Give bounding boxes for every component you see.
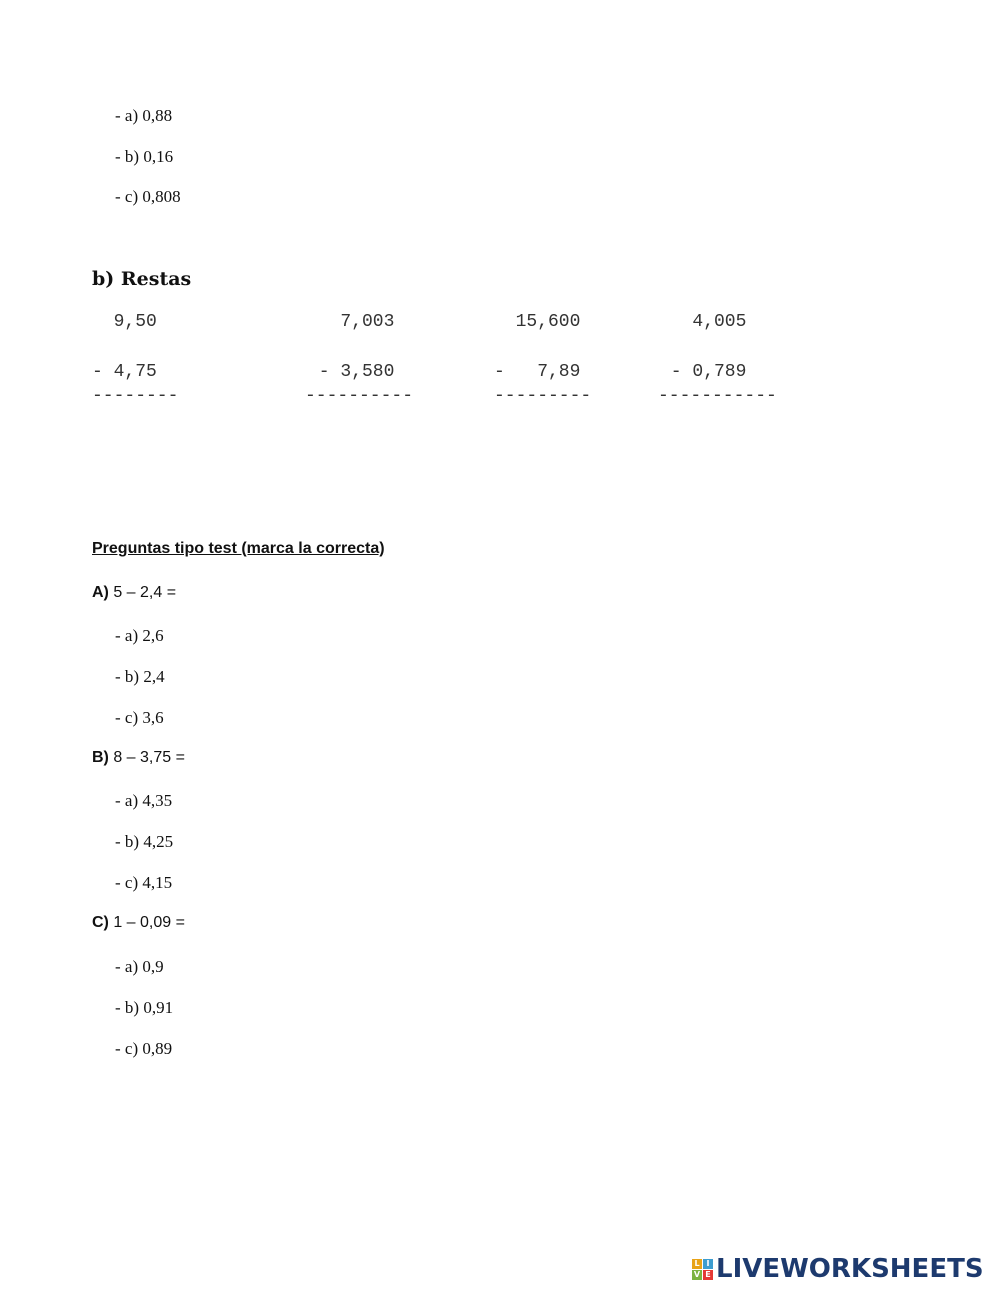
question-a-option-b[interactable]: - b) 2,4 [115, 667, 165, 686]
subtraction-4-bottom: - 0,789 [660, 362, 747, 382]
subtraction-3-bottom: - 7,89 [494, 362, 581, 382]
question-c-option-c[interactable]: - c) 0,89 [115, 1039, 173, 1058]
subtraction-1-bottom: - 4,75 [92, 362, 157, 382]
option-top-c[interactable]: - c) 0,808 [115, 187, 181, 206]
logo-icon-i: I [703, 1259, 713, 1269]
liveworksheets-logo-text: LIVEWORKSHEETS [716, 1254, 984, 1284]
question-c-expression: 1 – 0,09 = [108, 914, 185, 931]
option-top-a[interactable]: - a) 0,88 [115, 106, 173, 125]
logo-icon-l: L [692, 1259, 702, 1269]
test-title: Preguntas tipo test (marca la correcta) [92, 540, 385, 557]
section-heading-restas: b) Restas [92, 268, 192, 290]
subtraction-2-top: 7,003 [308, 312, 395, 332]
subtraction-3-line: --------- [494, 386, 592, 406]
logo-icon-e: E [703, 1270, 713, 1280]
question-a-option-a[interactable]: - a) 2,6 [115, 626, 164, 645]
question-a-label: A) [92, 584, 109, 601]
question-b [92, 749, 185, 767]
subtraction-1-line: -------- [92, 386, 179, 406]
question-b-option-a[interactable]: - a) 4,35 [115, 791, 173, 810]
question-b-option-c[interactable]: - c) 4,15 [115, 873, 173, 892]
liveworksheets-logo-icon [692, 1259, 713, 1280]
question-a [92, 584, 176, 602]
subtraction-4-top: 4,005 [660, 312, 747, 332]
option-top-b[interactable]: - b) 0,16 [115, 147, 174, 166]
subtraction-3-top: 15,600 [494, 312, 581, 332]
subtraction-2-bottom: - 3,580 [308, 362, 395, 382]
question-c [92, 914, 185, 932]
subtraction-4-line: ----------- [658, 386, 777, 406]
question-c-label: C) [92, 914, 109, 931]
question-b-label: B) [92, 749, 109, 766]
question-c-option-b[interactable]: - b) 0,91 [115, 998, 174, 1017]
question-a-expression: 5 – 2,4 = [108, 584, 177, 601]
liveworksheets-logo [692, 1254, 984, 1284]
question-c-option-a[interactable]: - a) 0,9 [115, 957, 164, 976]
subtraction-1-top: 9,50 [92, 312, 157, 332]
question-b-option-b[interactable]: - b) 4,25 [115, 832, 174, 851]
logo-icon-v: V [693, 1269, 701, 1279]
question-b-expression: 8 – 3,75 = [108, 749, 185, 766]
question-a-option-c[interactable]: - c) 3,6 [115, 708, 164, 727]
subtraction-2-line: ---------- [305, 386, 414, 406]
